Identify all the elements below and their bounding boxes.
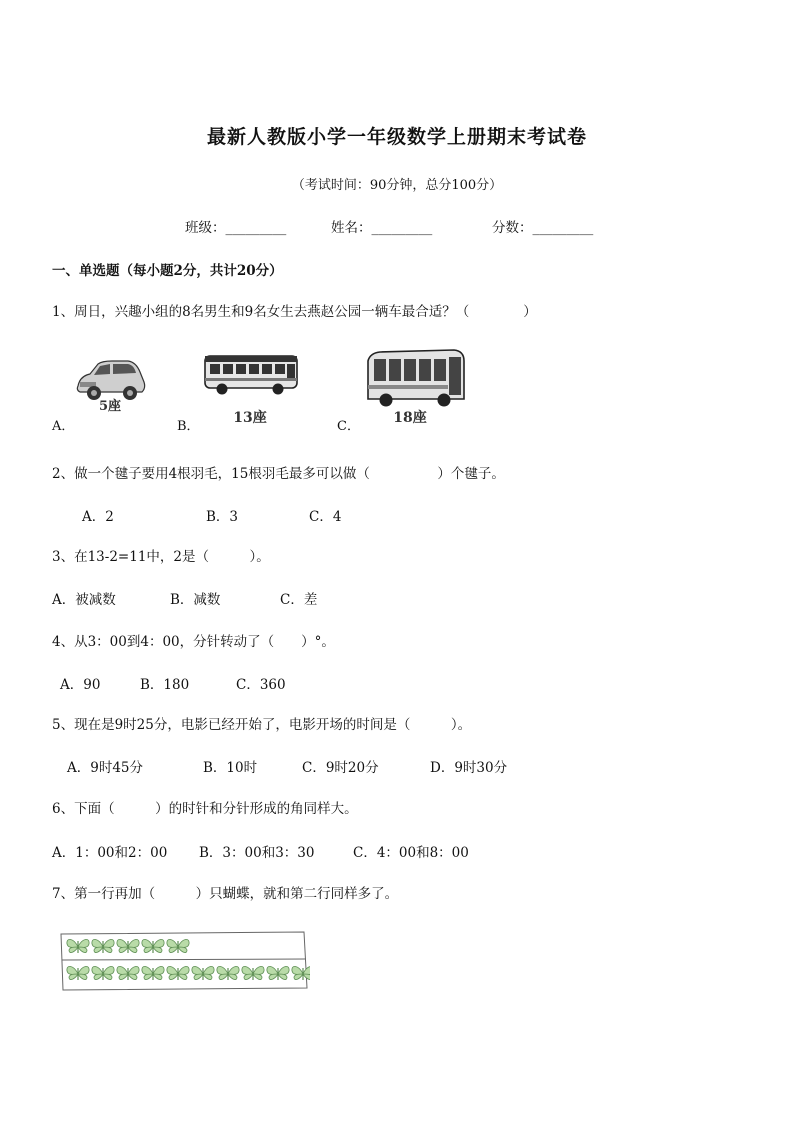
coach-image[interactable] xyxy=(364,347,468,429)
q2-option-a[interactable]: A．2 xyxy=(82,509,114,525)
question-2: 2、做一个毽子要用4根羽毛，15根羽毛最多可以做（ ）个毽子。 xyxy=(52,466,505,482)
section-heading: 一、单选题（每小题2分，共计20分） xyxy=(52,263,283,279)
bus-caption: 13座 xyxy=(233,410,267,426)
q3-option-c[interactable]: C．差 xyxy=(280,592,318,608)
car-image[interactable] xyxy=(72,352,148,412)
butterfly-icon xyxy=(267,966,289,980)
butterfly-icon xyxy=(142,939,164,953)
car-caption: 5座 xyxy=(98,399,122,412)
car-icon xyxy=(72,352,148,412)
q5-option-d[interactable]: D．9时30分 xyxy=(430,760,508,776)
butterfly-icon xyxy=(92,939,114,953)
option-c-label[interactable]: C． xyxy=(337,419,360,434)
q5-option-c[interactable]: C．9时20分 xyxy=(302,760,379,776)
bus-image[interactable] xyxy=(202,352,302,427)
coach-caption: 18座 xyxy=(393,410,427,426)
butterfly-icon xyxy=(242,966,264,980)
q5-option-a[interactable]: A．9时45分 xyxy=(67,760,144,776)
q6-option-a[interactable]: A．1：00和2：00 xyxy=(52,845,168,861)
question-7: 7、第一行再加（ ）只蝴蝶，就和第二行同样多了。 xyxy=(52,886,399,902)
butterfly-icon xyxy=(117,939,139,953)
butterfly-icon xyxy=(192,966,214,980)
q4-option-b[interactable]: B．180 xyxy=(140,677,190,693)
butterfly-icon xyxy=(117,966,139,980)
option-a-label[interactable]: A． xyxy=(52,419,75,434)
q5-option-b[interactable]: B．10时 xyxy=(203,760,258,776)
name-field[interactable]: 姓名：_________ xyxy=(331,220,433,236)
q2-option-b[interactable]: B．3 xyxy=(206,509,239,525)
butterfly-icon xyxy=(67,939,89,953)
class-field[interactable]: 班级：_________ xyxy=(185,220,287,236)
score-field[interactable]: 分数：_________ xyxy=(492,220,594,236)
q2-option-c[interactable]: C．4 xyxy=(309,509,342,525)
q4-option-c[interactable]: C．360 xyxy=(236,677,286,693)
q3-option-b[interactable]: B．减数 xyxy=(170,592,221,608)
q6-option-b[interactable]: B．3：00和3：30 xyxy=(199,845,315,861)
butterfly-figure xyxy=(58,930,310,992)
butterfly-icon xyxy=(217,966,239,980)
page-title: 最新人教版小学一年级数学上册期末考试卷 xyxy=(206,126,587,148)
question-5: 5、现在是9时25分，电影已经开始了，电影开场的时间是（ ）。 xyxy=(52,717,472,733)
butterfly-icon xyxy=(67,966,89,980)
option-b-label[interactable]: B． xyxy=(177,419,200,434)
butterfly-icon xyxy=(167,939,189,953)
question-6: 6、下面（ ）的时针和分针形成的角同样大。 xyxy=(52,801,358,817)
butterfly-icon xyxy=(142,966,164,980)
q6-option-c[interactable]: C．4：00和8：00 xyxy=(353,845,469,861)
q4-option-a[interactable]: A．90 xyxy=(60,677,101,693)
butterfly-icon xyxy=(167,966,189,980)
butterfly-icon xyxy=(92,966,114,980)
butterfly-row-1 xyxy=(67,939,189,953)
exam-info: （考试时间：90分钟，总分100分） xyxy=(291,178,503,193)
coach-icon xyxy=(364,347,468,429)
question-1: 1、周日，兴趣小组的8名男生和9名女生去燕赵公园一辆车最合适？（ ） xyxy=(52,304,537,320)
bus-icon xyxy=(202,352,302,427)
question-3: 3、在13-2=11中，2是（ ）。 xyxy=(52,549,270,565)
q3-option-a[interactable]: A．被减数 xyxy=(52,592,116,608)
question-4: 4、从3：00到4：00，分针转动了（ ）°。 xyxy=(52,634,335,650)
butterfly-rows xyxy=(58,930,310,992)
